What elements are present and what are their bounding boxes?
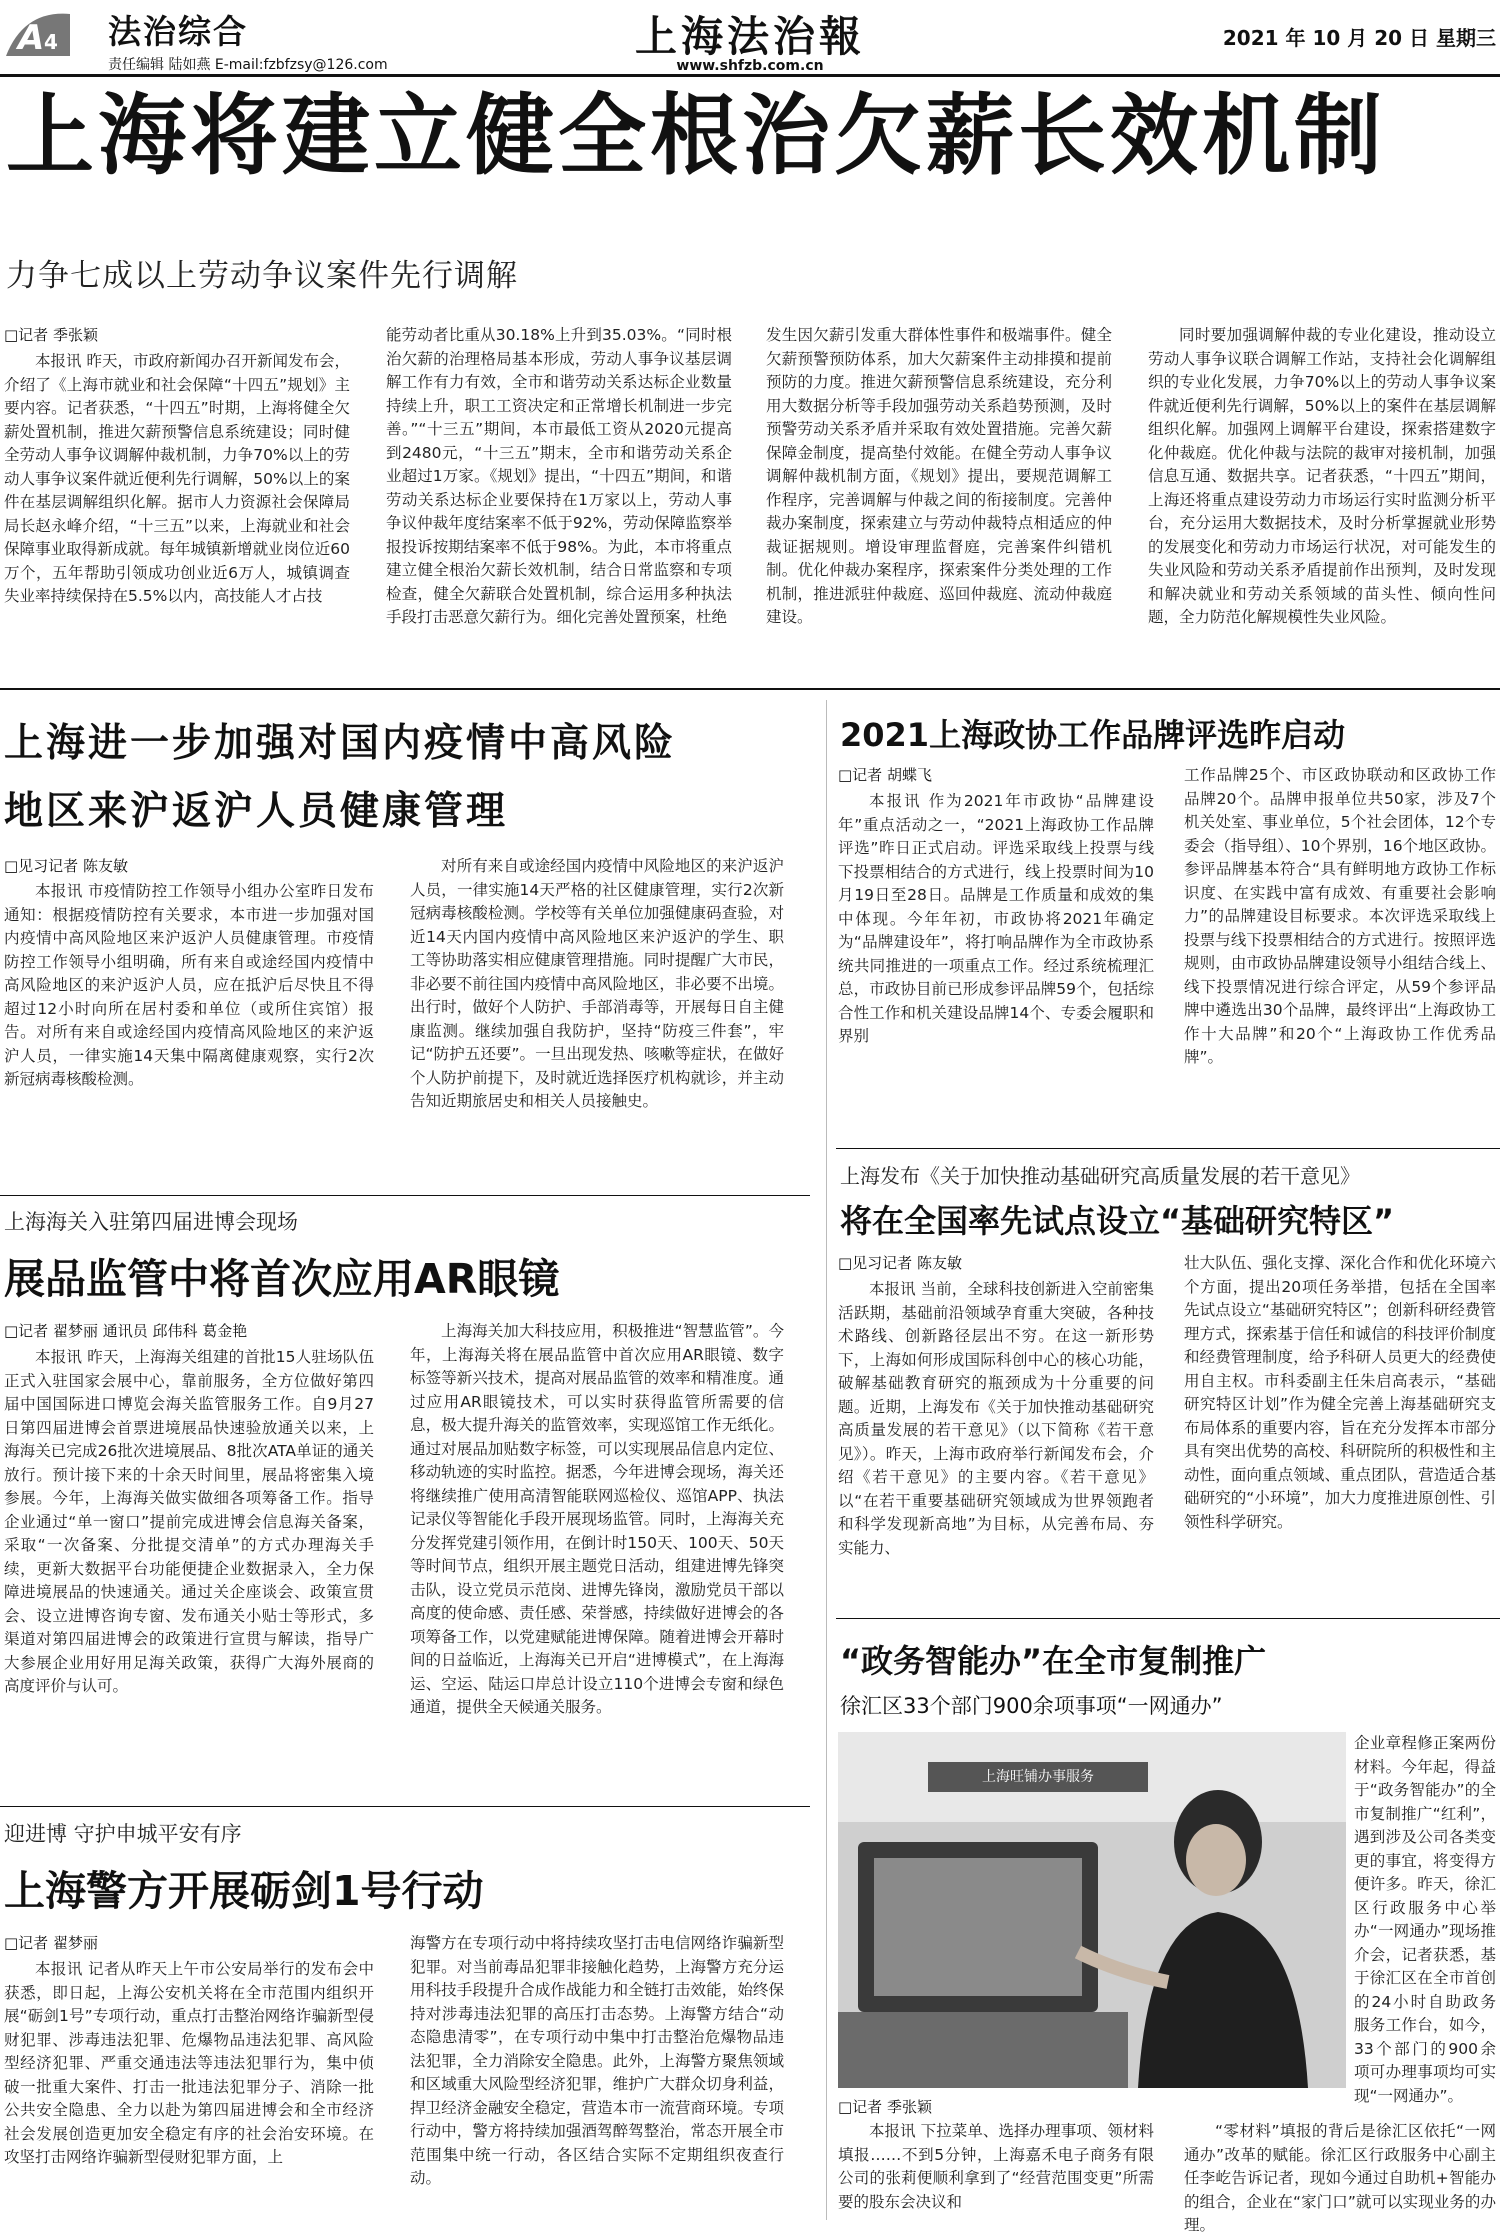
cppcc-col-2 — [1184, 764, 1496, 1140]
editor-line: 责任编辑 陆如燕 E-mail:fzbfzsy@126.com — [108, 57, 388, 73]
page-number-badge — [4, 6, 74, 62]
epidemic-col-1 — [4, 880, 374, 1180]
epidemic-bottom-rule — [0, 1195, 810, 1196]
cppcc-col-1 — [838, 790, 1154, 1140]
govsvc-bottom-right-text: “零材料”填报的背后是徐汇区依托“一网通办”改革的赋能。徐汇区行政服务中心副主任李屹告诉记者，现如今通过自助机+智能办的组合，企业在“家门口”就可以实现业务的办理。 — [1184, 2122, 1496, 2234]
masthead-rule — [0, 74, 1500, 77]
lead-headline: 上海将建立健全根治欠薪长效机制 — [6, 84, 1387, 187]
epidemic-col-1-text: 本报讯 市疫情防控工作领导小组办公室昨日发布通知：根据疫情防控有关要求，本市进一步加强对国内疫情中高风险地区来沪返沪人员健康管理。市疫情防控工作领导小组明确，所有来自或途经国内疫情中高风险地区的来沪返沪人员，应在抵沪后尽快且不得超过12小时向所在居村委和单位（或所住宾馆）报告。对所有来自或途经国内疫情高风险地区的来沪返沪人员，一律实施14天集中隔离健康观察，实行2次新冠病毒核酸检测。 — [4, 882, 374, 1088]
science-col-2 — [1184, 1252, 1496, 1608]
govsvc-side-col — [1354, 1732, 1496, 2112]
govsvc-bottom-left — [838, 2120, 1154, 2224]
paper-url: www.shfzb.com.cn — [676, 58, 824, 74]
lead-col-4-text: 同时要加强调解仲裁的专业化建设，推动设立劳动人事争议联合调解工作站，支持社会化调解组织的专业化发展，力争70%以上的劳动人事争议案件就近便利先行调解，50%以上的案件在基层调解组织化解。加强网上调解平台建设，探索搭建数字化仲裁庭。优化仲裁与法院的裁审对接机制，加强信息互通、数据共享。记者获悉，“十四五”期间，上海还将重点建设劳动力市场运行实时监测分析平台，充分运用大数据技术，及时分析掌握就业形势的发展变化和劳动力市场运行状况，对可能发生的失业风险和劳动关系矛盾提前作出预判，及时发现和解决就业和劳动关系领域的苗头性、倾向性问题，全力防范化解规模性失业风险。 — [1148, 326, 1496, 626]
page-num: 4 — [44, 30, 58, 54]
cppcc-bottom-rule — [836, 1148, 1500, 1149]
science-byline: □见习记者 陈友敏 — [838, 1254, 962, 1272]
section-name: 法治综合 — [108, 12, 248, 51]
lead-bottom-rule — [0, 688, 1500, 690]
customs-col-1 — [4, 1346, 374, 1796]
cppcc-headline: 2021上海政协工作品牌评选昨启动 — [840, 716, 1346, 754]
kiosk-sign: 上海旺铺办事服务 — [982, 1769, 1094, 1785]
science-kicker: 上海发布《关于加快推动基础研究高质量发展的若干意见》 — [840, 1164, 1360, 1188]
paper-name: 上海法治報 — [634, 12, 865, 61]
lead-col-3 — [766, 324, 1112, 675]
lead-col-4 — [1148, 324, 1496, 675]
govsvc-side-text: 企业章程修正案两份材料。今年起，得益于“政务智能办”的全市复制推广“红利”，遇到涉及公司各类变更的事宜，将变得方便许多。昨天，徐汇区行政服务中心举办“一网通办”现场推介会，记者获悉，基于徐汇区在全市首创的24小时自助政务服务工作台，如今，33个部门的900余项可办理事项均可实现“一网通办”。 — [1354, 1734, 1496, 2105]
lead-col-3-text: 发生因欠薪引发重大群体性事件和极端事件。健全欠薪预警预防体系，加大欠薪案件主动排摸和提前预防的力度。推进欠薪预警信息系统建设，充分利用大数据分析等手段加强劳动关系趋势预测，及时预警劳动关系矛盾并采取有效处置措施。完善欠薪保障金制度，提高垫付效能。在健全劳动人事争议调解仲裁机制方面，《规划》提出，要规范调解工作程序，完善调解与仲裁之间的衔接制度。完善仲裁办案制度，探索建立与劳动仲裁特点相适应的仲裁证据规则。增设审理监督庭，完善案件纠错机制。优化仲裁办案程序，探索案件分类处理的工作机制，推进派驻仲裁庭、巡回仲裁庭、流动仲裁庭建设。 — [766, 326, 1112, 626]
cppcc-col-2-text: 工作品牌25个、市区政协联动和区政协工作品牌20个。品牌申报单位共50家，涉及7个机关处室、事业单位，5个社会团体，12个专委会（指导组）、10个界别，16个地区政协。参评品牌基本符合“具有鲜明地方政协工作标识度、在实践中富有成效、有重要社会影响力”的品牌建设目标要求。本次评选采取线上投票与线下投票相结合的方式进行。按照评选规则，由市政协品牌建设领导小组结合线上、线下投票情况进行综合评定，从59个参评品牌中遴选出30个品牌，最终评出“上海政协工作十大品牌”和20个“上海政协工作优秀品牌”。 — [1184, 766, 1496, 1066]
science-col-2-text: 壮大队伍、强化支撑、深化合作和优化环境六个方面，提出20项任务举措，包括在全国率先试点设立“基础研究特区”；创新科研经费管理方式，探索基于信任和诚信的科技评价制度和经费管理制度，给予科研人员更大的经费使用自主权。市科委副主任朱启高表示，“基础研究特区计划”作为健全完善上海基础研究支布局体系的重要内容，旨在充分发挥本市部分具有突出优势的高校、科研院所的积极性和主动性，面向重点领域、重点团队，营造适合基础研究的“小环境”，加大力度推进原创性、引领性科学研究。 — [1184, 1254, 1496, 1531]
masthead — [0, 0, 1500, 76]
police-col-2-text: 海警方在专项行动中将持续攻坚打击电信网络诈骗新型犯罪。对当前毒品犯罪非接触化趋势，上海警方充分运用科技手段提升合成作战能力和全链打击效能，始终保持对涉毒违法犯罪的高压打击态势。上海警方结合“动态隐患清零”，在专项行动中集中打击整治危爆物品违法犯罪，全力消除安全隐患。此外，上海警方聚焦领域和区域重大风险型经济犯罪，维护广大群众切身利益，捍卫经济金融安全稳定，营造本市一流营商环境。专项行动中，警方将持续加强酒驾醉驾整治，常态开展全市范围集中统一行动，各区结合实际不定期组织夜查行动。 — [410, 1934, 784, 2187]
customs-kicker: 上海海关入驻第四届进博会现场 — [4, 1210, 298, 1234]
police-col-1 — [4, 1958, 374, 2224]
customs-col-2-text: 上海海关加大科技应用，积极推进“智慧监管”。今年，上海海关将在展品监管中首次应用AR眼镜、数字标签等新兴技术，提高对展品监管的效率和精准度。通过应用AR眼镜技术，可以实时获得监管所需要的信息，极大提升海关的监管效率，实现巡馆工作无纸化。通过对展品加贴数字标签，可以实现展品信息内定位、移动轨迹的实时监控。据悉，今年进博会现场，海关还将继续推广使用高清智能联网巡检仪、巡馆APP、执法记录仪等智能化手段开展现场监管。同时，上海海关充分发挥党建引领作用，在倒计时150天、100天、50天等时间节点，组织开展主题党日活动，组建进博先锋突击队，设立党员示范岗、进博先锋岗，激励党员干部以高度的使命感、责任感、荣誉感，持续做好进博会的各项筹备工作，以党建赋能进博保障。随着进博会开幕时间的日益临近，上海海关已开启“进博模式”，在上海海运、空运、陆运口岸总计设立110个进博会专窗和绿色通道，提供全天候通关服务。 — [410, 1322, 784, 1716]
govsvc-photo — [838, 1732, 1346, 2088]
govsvc-byline: □记者 季张颖 — [838, 2098, 932, 2116]
lead-col-1 — [4, 350, 350, 675]
science-col-1-text: 本报讯 当前，全球科技创新进入空前密集活跃期，基础前沿领域孕育重大突破，各种技术路线、创新路径层出不穷。在这一新形势下，上海如何形成国际科创中心的核心功能，破解基础教育研究的瓶颈成为十分重要的问题。近期，上海发布《关于加快推动基础研究高质量发展的若干意见》（以下简称《若干意见》）。昨天，上海市政府举行新闻发布会，介绍《若干意见》的主要内容。《若干意见》以“在若干重要基础研究领域成为世界领跑者和科学发现新高地”为目标，从完善布局、夯实能力、 — [838, 1280, 1154, 1557]
lead-col-1-text: 本报讯 昨天，市政府新闻办召开新闻发布会，介绍了《上海市就业和社会保障“十四五”规划》主要内容。记者获悉，“十四五”时期，上海将健全欠薪处置机制，推进欠薪预警信息系统建设；同时健全劳动人事争议调解仲裁机制，力争70%以上的劳动人事争议案件就近便利先行调解，50%以上的案件在基层调解组织化解。据市人力资源社会保障局局长赵永峰介绍，“十三五”以来，上海就业和社会保障事业取得新成就。每年城镇新增就业岗位近60万个，五年帮助引领成功创业近6万人，城镇调查失业率持续保持在5.5%以内，高技能人才占技 — [4, 352, 350, 605]
lead-col-2-text: 能劳动者比重从30.18%上升到35.03%。“同时根治欠薪的治理格局基本形成，劳动人事争议基层调解工作有力有效，全市和谐劳动关系达标企业数量持续上升，职工工资决定和正常增长机制进一步完善。”“十三五”期间，本市最低工资从2020元提高到2480元，“十三五”期末，全市和谐劳动关系企业超过1万家。《规划》提出，“十四五”期间，和谐劳动关系达标企业要保持在1万家以上，劳动人事争议仲裁年度结案率不低于92%，劳动保障监察举报投诉按期结案率不低于98%。为此，本市将重点建立健全根治欠薪长效机制，结合日常监察和专项检查，健全欠薪联合处置机制，综合运用多种执法手段打击恶意欠薪行为。细化完善处置预案，杜绝 — [386, 326, 732, 626]
customs-col-1-text: 本报讯 昨天，上海海关组建的首批15人驻场队伍正式入驻国家会展中心，靠前服务，全方位做好第四届中国国际进口博览会海关监管服务工作。自9月27日第四届进博会首票进境展品快速验放通关以来，上海海关已完成26批次进境展品、8批次ATA单证的通关放行。预计接下来的十余天时间里，展品将密集入境参展。今年，上海海关做实做细各项筹备工作。指导企业通过“单一窗口”提前完成进博会信息海关备案，采取“一次备案、分批提交清单”的方式办理海关手续，更新大数据平台功能便捷企业数据录入，全力保障进境展品的快速通关。通过关企座谈会、政策宣贯会、设立进博咨询专窗、发布通关小贴士等形式，多渠道对第四届进博会的政策进行宣贯与解读，指导广大参展企业用好用足海关政策，获得广大海外展商的高度评价与认可。 — [4, 1348, 374, 1695]
police-kicker: 迎进博 守护申城平安有序 — [4, 1822, 242, 1846]
science-headline: 将在全国率先试点设立“基础研究特区” — [840, 1202, 1395, 1240]
police-headline: 上海警方开展砺剑1号行动 — [4, 1867, 484, 1915]
lead-col-2 — [386, 324, 732, 675]
epidemic-headline-1: 上海进一步加强对国内疫情中高风险 — [4, 721, 677, 766]
epidemic-headline-2: 地区来沪返沪人员健康管理 — [4, 789, 509, 834]
epidemic-col-2 — [410, 855, 784, 1180]
lead-subhead: 力争七成以上劳动争议案件先行调解 — [6, 258, 518, 294]
issue-date: 2021 年 10 月 20 日 星期三 — [1222, 26, 1496, 50]
middle-column-divider — [826, 700, 827, 2220]
police-col-2 — [410, 1932, 784, 2224]
police-col-1-text: 本报讯 记者从昨天上午市公安局举行的发布会中获悉，即日起，上海公安机关将在全市范围内组织开展“砺剑1号”专项行动，重点打击整治网络诈骗新型侵财犯罪、涉毒违法犯罪、危爆物品违法犯罪、高风险型经济犯罪、严重交通违法等违法犯罪行为，集中侦破一批重大案件、打击一批违法犯罪分子、消除一批公共安全隐患、全力以赴为第四届进博会和全市经济社会发展创造更加安全稳定有序的社会治安环境。在攻坚打击网络诈骗新型侵财犯罪方面，上 — [4, 1960, 374, 2166]
govsvc-headline: “政务智能办”在全市复制推广 — [840, 1642, 1267, 1680]
science-bottom-rule — [836, 1618, 1500, 1619]
customs-byline: □记者 翟梦丽 通讯员 邱伟科 葛金艳 — [4, 1322, 248, 1340]
page-code: A — [18, 18, 45, 58]
customs-headline: 展品监管中将首次应用AR眼镜 — [4, 1255, 560, 1303]
govsvc-bottom-left-text: 本报讯 下拉菜单、选择办理事项、领材料填报……不到5分钟，上海嘉禾电子商务有限公司的张莉便顺利拿到了“经营范围变更”所需要的股东会决议和 — [838, 2122, 1154, 2211]
govsvc-bottom-right — [1184, 2120, 1496, 2234]
science-col-1 — [838, 1278, 1154, 1608]
customs-bottom-rule — [0, 1806, 810, 1807]
govsvc-subhead: 徐汇区33个部门900余项事项“一网通办” — [840, 1694, 1223, 1718]
police-byline: □记者 翟梦丽 — [4, 1934, 98, 1952]
cppcc-byline: □记者 胡蝶飞 — [838, 766, 932, 784]
lead-byline: □记者 季张颖 — [4, 326, 98, 344]
epidemic-byline: □见习记者 陈友敏 — [4, 857, 128, 875]
cppcc-col-1-text: 本报讯 作为2021年市政协“品牌建设年”重点活动之一，“2021上海政协工作品牌评选”昨日正式启动。评选采取线上投票与线下投票相结合的方式进行，线上投票时间为10月19日至28日。品牌是工作质量和成效的集中体现。今年年初，市政协将2021年确定为“品牌建设年”，将打响品牌作为全市政协系统共同推进的一项重点工作。经过系统梳理汇总，市政协目前已形成参评品牌59个，包括综合性工作和机关建设品牌14个、专委会履职和界别 — [838, 792, 1154, 1045]
customs-col-2 — [410, 1320, 784, 1796]
epidemic-col-2-text: 对所有来自或途经国内疫情中风险地区的来沪返沪人员，一律实施14天严格的社区健康管理，实行2次新冠病毒核酸检测。学校等有关单位加强健康码查验，对近14天内国内疫情中高风险地区来沪返沪的学生、职工等协助落实相应健康管理措施。同时提醒广大市民，非必要不前往国内疫情中高风险地区，非必要不出境。出行时，做好个人防护、手部消毒等，开展每日自主健康监测。继续加强自我防护，坚持“防疫三件套”，牢记“防护五还要”。一旦出现发热、咳嗽等症状，在做好个人防护前提下，及时就近选择医疗机构就诊，并主动告知近期旅居史和相关人员接触史。 — [410, 857, 784, 1110]
